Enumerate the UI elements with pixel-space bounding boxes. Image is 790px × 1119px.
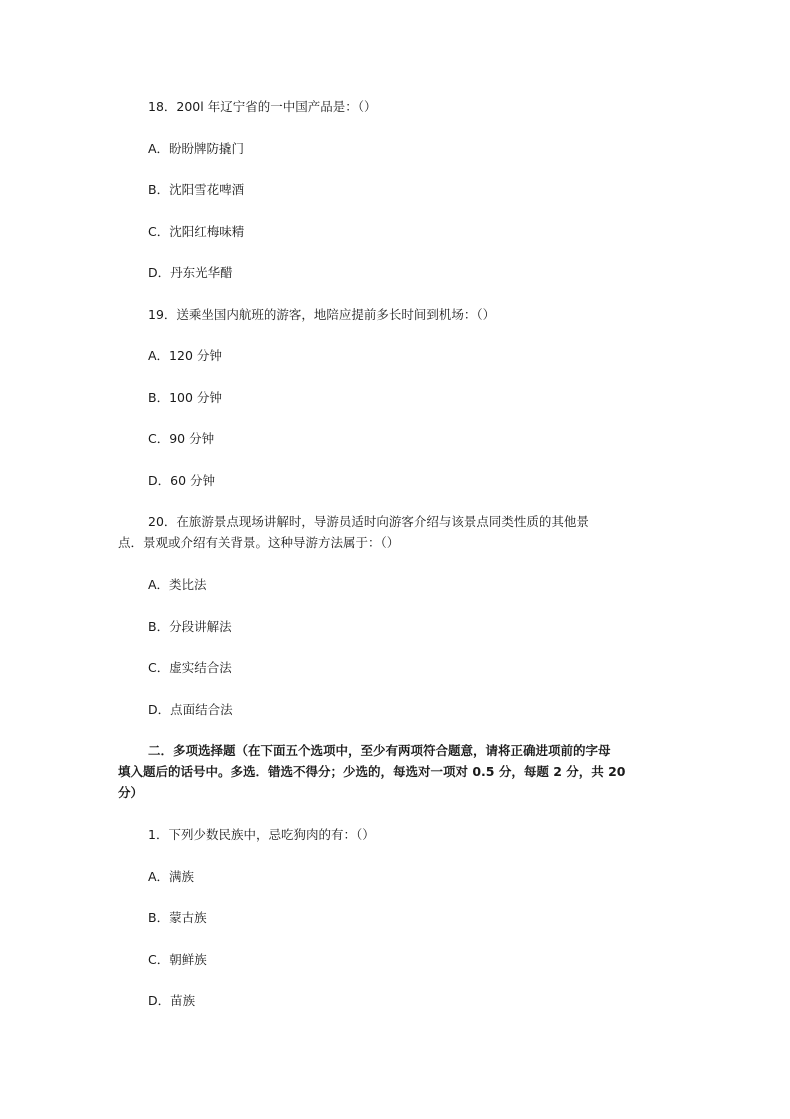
section-heading-line2: 填入题后的话号中。多选．错选不得分；少选的，每选对一项对 0.5 分，每题 2 分，共 20: [118, 764, 626, 779]
question-19-option-c: C．90 分钟: [148, 431, 215, 446]
question-19-option-b: B．100 分钟: [148, 390, 222, 405]
mc-question-1-option-d: D．苗族: [148, 993, 196, 1008]
mc-question-1-option-c: C．朝鲜族: [148, 952, 207, 967]
section-heading-line3: 分）: [118, 785, 144, 800]
mc-question-1-option-b: B．蒙古族: [148, 910, 207, 925]
question-19-option-a: A．120 分钟: [148, 348, 222, 363]
question-18-option-a: A．盼盼牌防撬门: [148, 141, 245, 156]
question-18-stem: 18．200l 年辽宁省的一中国产品是：（）: [148, 99, 377, 114]
question-20-option-d: D．点面结合法: [148, 702, 233, 717]
section-heading-line1: 二．多项选择题（在下面五个选项中，至少有两项符合题意，请将正确进项前的字母: [148, 743, 611, 758]
question-18-option-d: D．丹东光华醋: [148, 265, 233, 280]
question-19-option-d: D．60 分钟: [148, 473, 216, 488]
question-20-option-c: C．虚实结合法: [148, 660, 232, 675]
mc-question-1-stem: 1．下列少数民族中，忌吃狗肉的有：（）: [148, 827, 375, 842]
mc-question-1-option-a: A．满族: [148, 869, 195, 884]
question-20-stem-line1: 20．在旅游景点现场讲解时，导游员适时向游客介绍与该景点同类性质的其他景: [148, 514, 589, 529]
question-19-stem: 19．送乘坐国内航班的游客，地陪应提前多长时间到机场：（）: [148, 307, 496, 322]
question-18-option-c: C．沈阳红梅味精: [148, 224, 245, 239]
question-18-option-b: B．沈阳雪花啤酒: [148, 182, 245, 197]
question-20-stem-line2: 点．景观或介绍有关背景。这种导游方法属于：（）: [118, 535, 400, 550]
question-20-option-b: B．分段讲解法: [148, 619, 232, 634]
question-20-option-a: A．类比法: [148, 577, 207, 592]
